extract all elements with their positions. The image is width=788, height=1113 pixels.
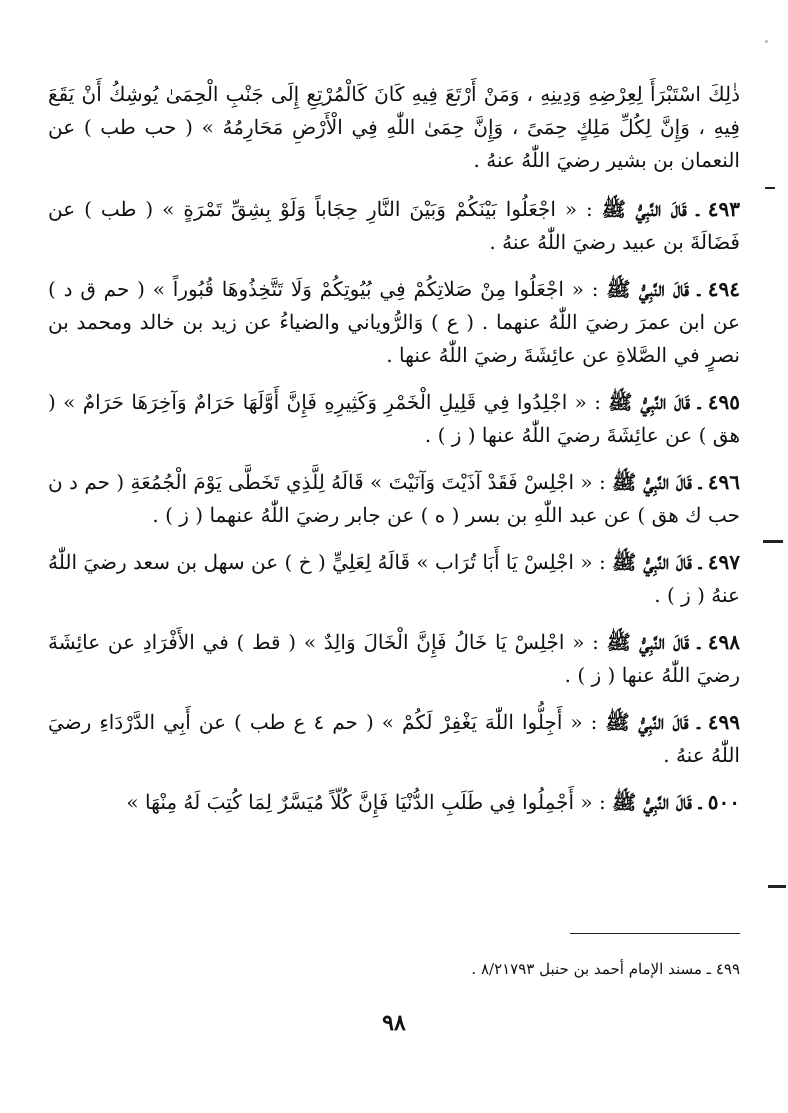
footnote: ٤٩٩ ـ مسند الإمام أحمد بن حنبل ٨/٢١٧٩٣ .: [471, 960, 740, 978]
scan-speck: [765, 40, 768, 43]
hadith-text: ذٰلِكَ اسْتَبْرَأَ لِعِرْضِهِ وَدِينِهِ ، وَمَنْ أَرْتَعَ فِيهِ كَانَ كَالْمُرْتِعِ إِلَى جَنْبِ الْحِمَىٰ يُوشِكُ أَنْ يَقَعَ فِيهِ ، وَإِنَّ لِكُلِّ مَلِكٍ حِمَىً ، وَإِنَّ حِمَىٰ اللّٰهِ فِي الْأَرْضِ مَحَارِمُهُ » ( حب طب ) عن النعمان بن بشير رضيَ اللّٰهُ عنهُ .: [48, 82, 740, 172]
hadith-said: قَالَ النَّبِيُّ ﷺ: [601, 197, 687, 221]
hadith-text: : « اجْلِسْ يَا خَالُ فَإِنَّ الْخَالَ وَالِدٌ » ( قط ) في الأَفْرَادِ عن عائِشَةَ رضيَ اللّٰهُ عنها ( ز ) .: [48, 630, 740, 687]
hadith-text: : « أَجِلُّوا اللّٰهَ يَغْفِرْ لَكُمْ » ( حم ٤ ع طب ) عن أَبِي الدَّرْدَاءِ رضيَ اللّٰهُ عنهُ .: [48, 710, 740, 767]
hadith-text: : « أَجْمِلُوا فِي طَلَبِ الدُّنْيَا فَإِنَّ كُلّاً مُيَسَّرٌ لِمَا كُتِبَ لَهُ مِنْهَا »: [126, 790, 606, 814]
hadith-number: ٤٩٩: [707, 710, 741, 734]
hadith-number: ٤٩٧: [707, 550, 741, 574]
hadith-number: ٤٩٦: [707, 470, 741, 494]
hadith-number: ٤٩٥: [707, 390, 740, 414]
margin-mark: [765, 187, 775, 189]
hadith-500: ٥٠٠ ـ قَالَ النَّبِيُّ ﷺ : « أَجْمِلُوا فِي طَلَبِ الدُّنْيَا فَإِنَّ كُلّاً مُيَسَّرٌ لِمَا كُتِبَ لَهُ مِنْهَا »: [126, 790, 740, 814]
hadith-text: : « اجْعَلُوا بَيْنَكُمْ وَبَيْنَ النَّارِ حِجَاباً وَلَوْ بِشِقِّ تَمْرَةٍ » ( طب ) عن فَضَالَةَ بن عبيد رضيَ اللّٰهُ عنهُ .: [48, 197, 740, 254]
hadith-text: : « اجْلِدُوا فِي قَلِيلِ الْخَمْرِ وَكَثِيرِهِ فَإِنَّ أَوَّلَهَا حَرَامٌ وَآخِرَهَا حَرَامٌ » ( هق ) عن عائِشَةَ رضيَ اللّٰهُ عنها ( ز ) .: [48, 390, 740, 447]
hadith-number: ٥٠٠: [707, 790, 740, 814]
hadith-number: ٤٩٨: [707, 630, 741, 654]
hadith-said: قَالَ النَّبِيُّ ﷺ: [606, 630, 690, 654]
hadith-497: ٤٩٧ ـ قَالَ النَّبِيُّ ﷺ : « اجْلِسْ يَا أَبَا تُرَاب » قَالَهُ لِعَلِيٍّ ( خ ) عن سهل بن سعد رضيَ اللّٰهُ عنهُ ( ز ) .: [48, 550, 741, 607]
hadith-said: قَالَ النَّبِيُّ ﷺ: [608, 390, 690, 414]
hadith-said: قَالَ النَّبِيُّ ﷺ: [605, 710, 689, 734]
hadith-list: [48, 78, 740, 833]
hadith-text: : « اجْلِسْ يَا أَبَا تُرَاب » قَالَهُ لِعَلِيٍّ ( خ ) عن سهل بن سعد رضيَ اللّٰهُ عنهُ ( ز ) .: [48, 550, 740, 607]
footnote-divider: [570, 933, 740, 934]
hadith-continuation: [48, 78, 740, 177]
hadith-text: : « اجْلِسْ فَقَدْ آذَيْتَ وَآنَيْتَ » قَالَهُ لِلَّذِي تَخَطَّى يَوْمَ الْجُمُعَةِ ( حم د ن حب ك هق ) عن عبد اللّٰهِ بن بسر ( ه ) عن جابر رضيَ اللّٰهُ عنهما ( ز ) .: [48, 470, 740, 527]
hadith-said: قَالَ النَّبِيُّ ﷺ: [612, 790, 692, 814]
margin-mark: [763, 540, 783, 543]
hadith-496: ٤٩٦ ـ قَالَ النَّبِيُّ ﷺ : « اجْلِسْ فَقَدْ آذَيْتَ وَآنَيْتَ » قَالَهُ لِلَّذِي تَخَطَّى يَوْمَ الْجُمُعَةِ ( حم د ن حب ك هق ) عن عبد اللّٰهِ بن بسر ( ه ) عن جابر رضيَ اللّٰهُ عنهما ( ز ) .: [48, 470, 741, 527]
hadith-said: قَالَ النَّبِيُّ ﷺ: [612, 550, 692, 574]
page-number: ٩٨: [382, 1010, 406, 1036]
hadith-494: ٤٩٤ ـ قَالَ النَّبِيُّ ﷺ : « اجْعَلُوا مِنْ صَلاتِكُمْ فِي بُيُوتِكُمْ وَلَا تَتَّخِذُوهَا قُبُوراً » ( حم ق د ) عن ابن عمرَ رضيَ اللّٰهُ عنهما . ( ع ) وَالرُّوياني والضياءُ عن زيد بن خالد ومحمد بن نصرٍ في الصَّلاةِ عن عائِشَةَ رضيَ اللّٰهُ عنها .: [48, 277, 741, 367]
hadith-number: ٤٩٤: [707, 277, 741, 301]
hadith-number: ٤٩٣: [707, 197, 741, 221]
hadith-495: ٤٩٥ ـ قَالَ النَّبِيُّ ﷺ : « اجْلِدُوا فِي قَلِيلِ الْخَمْرِ وَكَثِيرِهِ فَإِنَّ أَوَّلَهَا حَرَامٌ وَآخِرَهَا حَرَامٌ » ( هق ) عن عائِشَةَ رضيَ اللّٰهُ عنها ( ز ) .: [48, 390, 740, 447]
margin-mark: [768, 885, 786, 888]
hadith-499: ٤٩٩ ـ قَالَ النَّبِيُّ ﷺ : « أَجِلُّوا اللّٰهَ يَغْفِرْ لَكُمْ » ( حم ٤ ع طب ) عن أَبِي الدَّرْدَاءِ رضيَ اللّٰهُ عنهُ .: [48, 710, 741, 767]
hadith-text: : « اجْعَلُوا مِنْ صَلاتِكُمْ فِي بُيُوتِكُمْ وَلَا تَتَّخِذُوهَا قُبُوراً » ( حم ق د ) عن ابن عمرَ رضيَ اللّٰهُ عنهما . ( ع ) وَالرُّوياني والضياءُ عن زيد بن خالد ومحمد بن نصرٍ في الصَّلاةِ عن عائِشَةَ رضيَ اللّٰهُ عنها .: [48, 277, 740, 367]
hadith-said: قَالَ النَّبِيُّ ﷺ: [606, 277, 690, 301]
hadith-493: ٤٩٣ ـ قَالَ النَّبِيُّ ﷺ : « اجْعَلُوا بَيْنَكُمْ وَبَيْنَ النَّارِ حِجَاباً وَلَوْ بِشِقِّ تَمْرَةٍ » ( طب ) عن فَضَالَةَ بن عبيد رضيَ اللّٰهُ عنهُ .: [48, 197, 741, 254]
hadith-said: قَالَ النَّبِيُّ ﷺ: [612, 470, 692, 494]
hadith-498: ٤٩٨ ـ قَالَ النَّبِيُّ ﷺ : « اجْلِسْ يَا خَالُ فَإِنَّ الْخَالَ وَالِدٌ » ( قط ) في الأَفْرَادِ عن عائِشَةَ رضيَ اللّٰهُ عنها ( ز ) .: [48, 630, 741, 687]
